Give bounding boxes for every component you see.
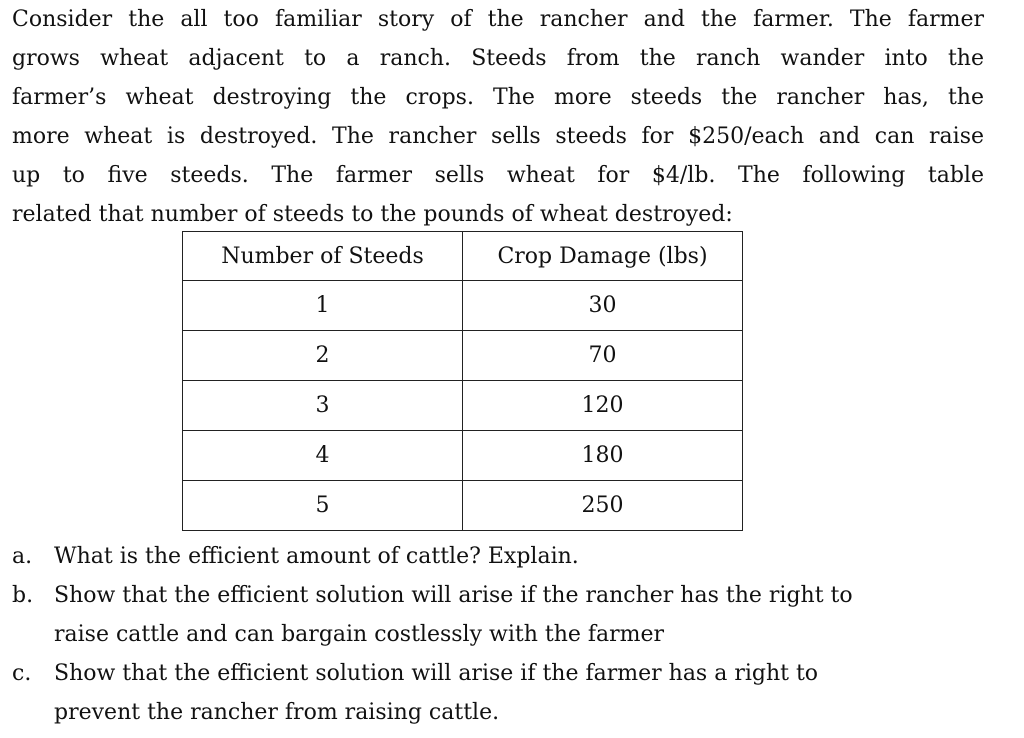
intro-line: related that number of steeds to the pounds of wheat destroyed: <box>12 202 733 227</box>
question-text: What is the efficient amount of cattle? Explain. <box>54 544 579 569</box>
question-text: Show that the efficient solution will arise if the rancher has the right to <box>54 583 853 608</box>
question-b <box>12 576 1002 654</box>
intro-line: Consider the all too familiar story of the rancher and the farmer. The farmer <box>12 7 984 32</box>
document-body <box>12 0 984 234</box>
header-crop-damage: Crop Damage (lbs) <box>463 232 743 281</box>
intro-line: farmer’s wheat destroying the crops. The more steeds the rancher has, the <box>12 85 984 110</box>
cell-damage: 250 <box>463 481 743 531</box>
cell-steeds: 2 <box>183 331 463 381</box>
question-list <box>12 537 1002 732</box>
cell-steeds: 4 <box>183 431 463 481</box>
table-row <box>183 381 743 431</box>
header-number-of-steeds: Number of Steeds <box>183 232 463 281</box>
intro-line: up to five steeds. The farmer sells wheat for $4/lb. The following table <box>12 163 984 188</box>
intro-paragraph <box>12 0 984 234</box>
question-a <box>12 537 1002 576</box>
table-row <box>183 281 743 331</box>
cell-damage: 180 <box>463 431 743 481</box>
cell-damage: 30 <box>463 281 743 331</box>
table-header-row <box>183 232 743 281</box>
cell-damage: 70 <box>463 331 743 381</box>
cell-damage: 120 <box>463 381 743 431</box>
cell-steeds: 3 <box>183 381 463 431</box>
question-c <box>12 654 1002 732</box>
intro-line: grows wheat adjacent to a ranch. Steeds from the ranch wander into the <box>12 46 984 71</box>
question-text: Show that the efficient solution will arise if the farmer has a right to <box>54 661 819 686</box>
intro-line: more wheat is destroyed. The rancher sells steeds for $250/each and can raise <box>12 124 984 149</box>
question-marker: c. <box>12 661 32 686</box>
table-row <box>183 331 743 381</box>
cell-steeds: 5 <box>183 481 463 531</box>
steeds-damage-table <box>182 231 743 531</box>
question-marker: b. <box>12 583 34 608</box>
question-text: prevent the rancher from raising cattle. <box>54 700 500 725</box>
table-row <box>183 481 743 531</box>
question-text: raise cattle and can bargain costlessly with the farmer <box>54 622 665 647</box>
cell-steeds: 1 <box>183 281 463 331</box>
question-marker: a. <box>12 544 33 569</box>
table-row <box>183 431 743 481</box>
